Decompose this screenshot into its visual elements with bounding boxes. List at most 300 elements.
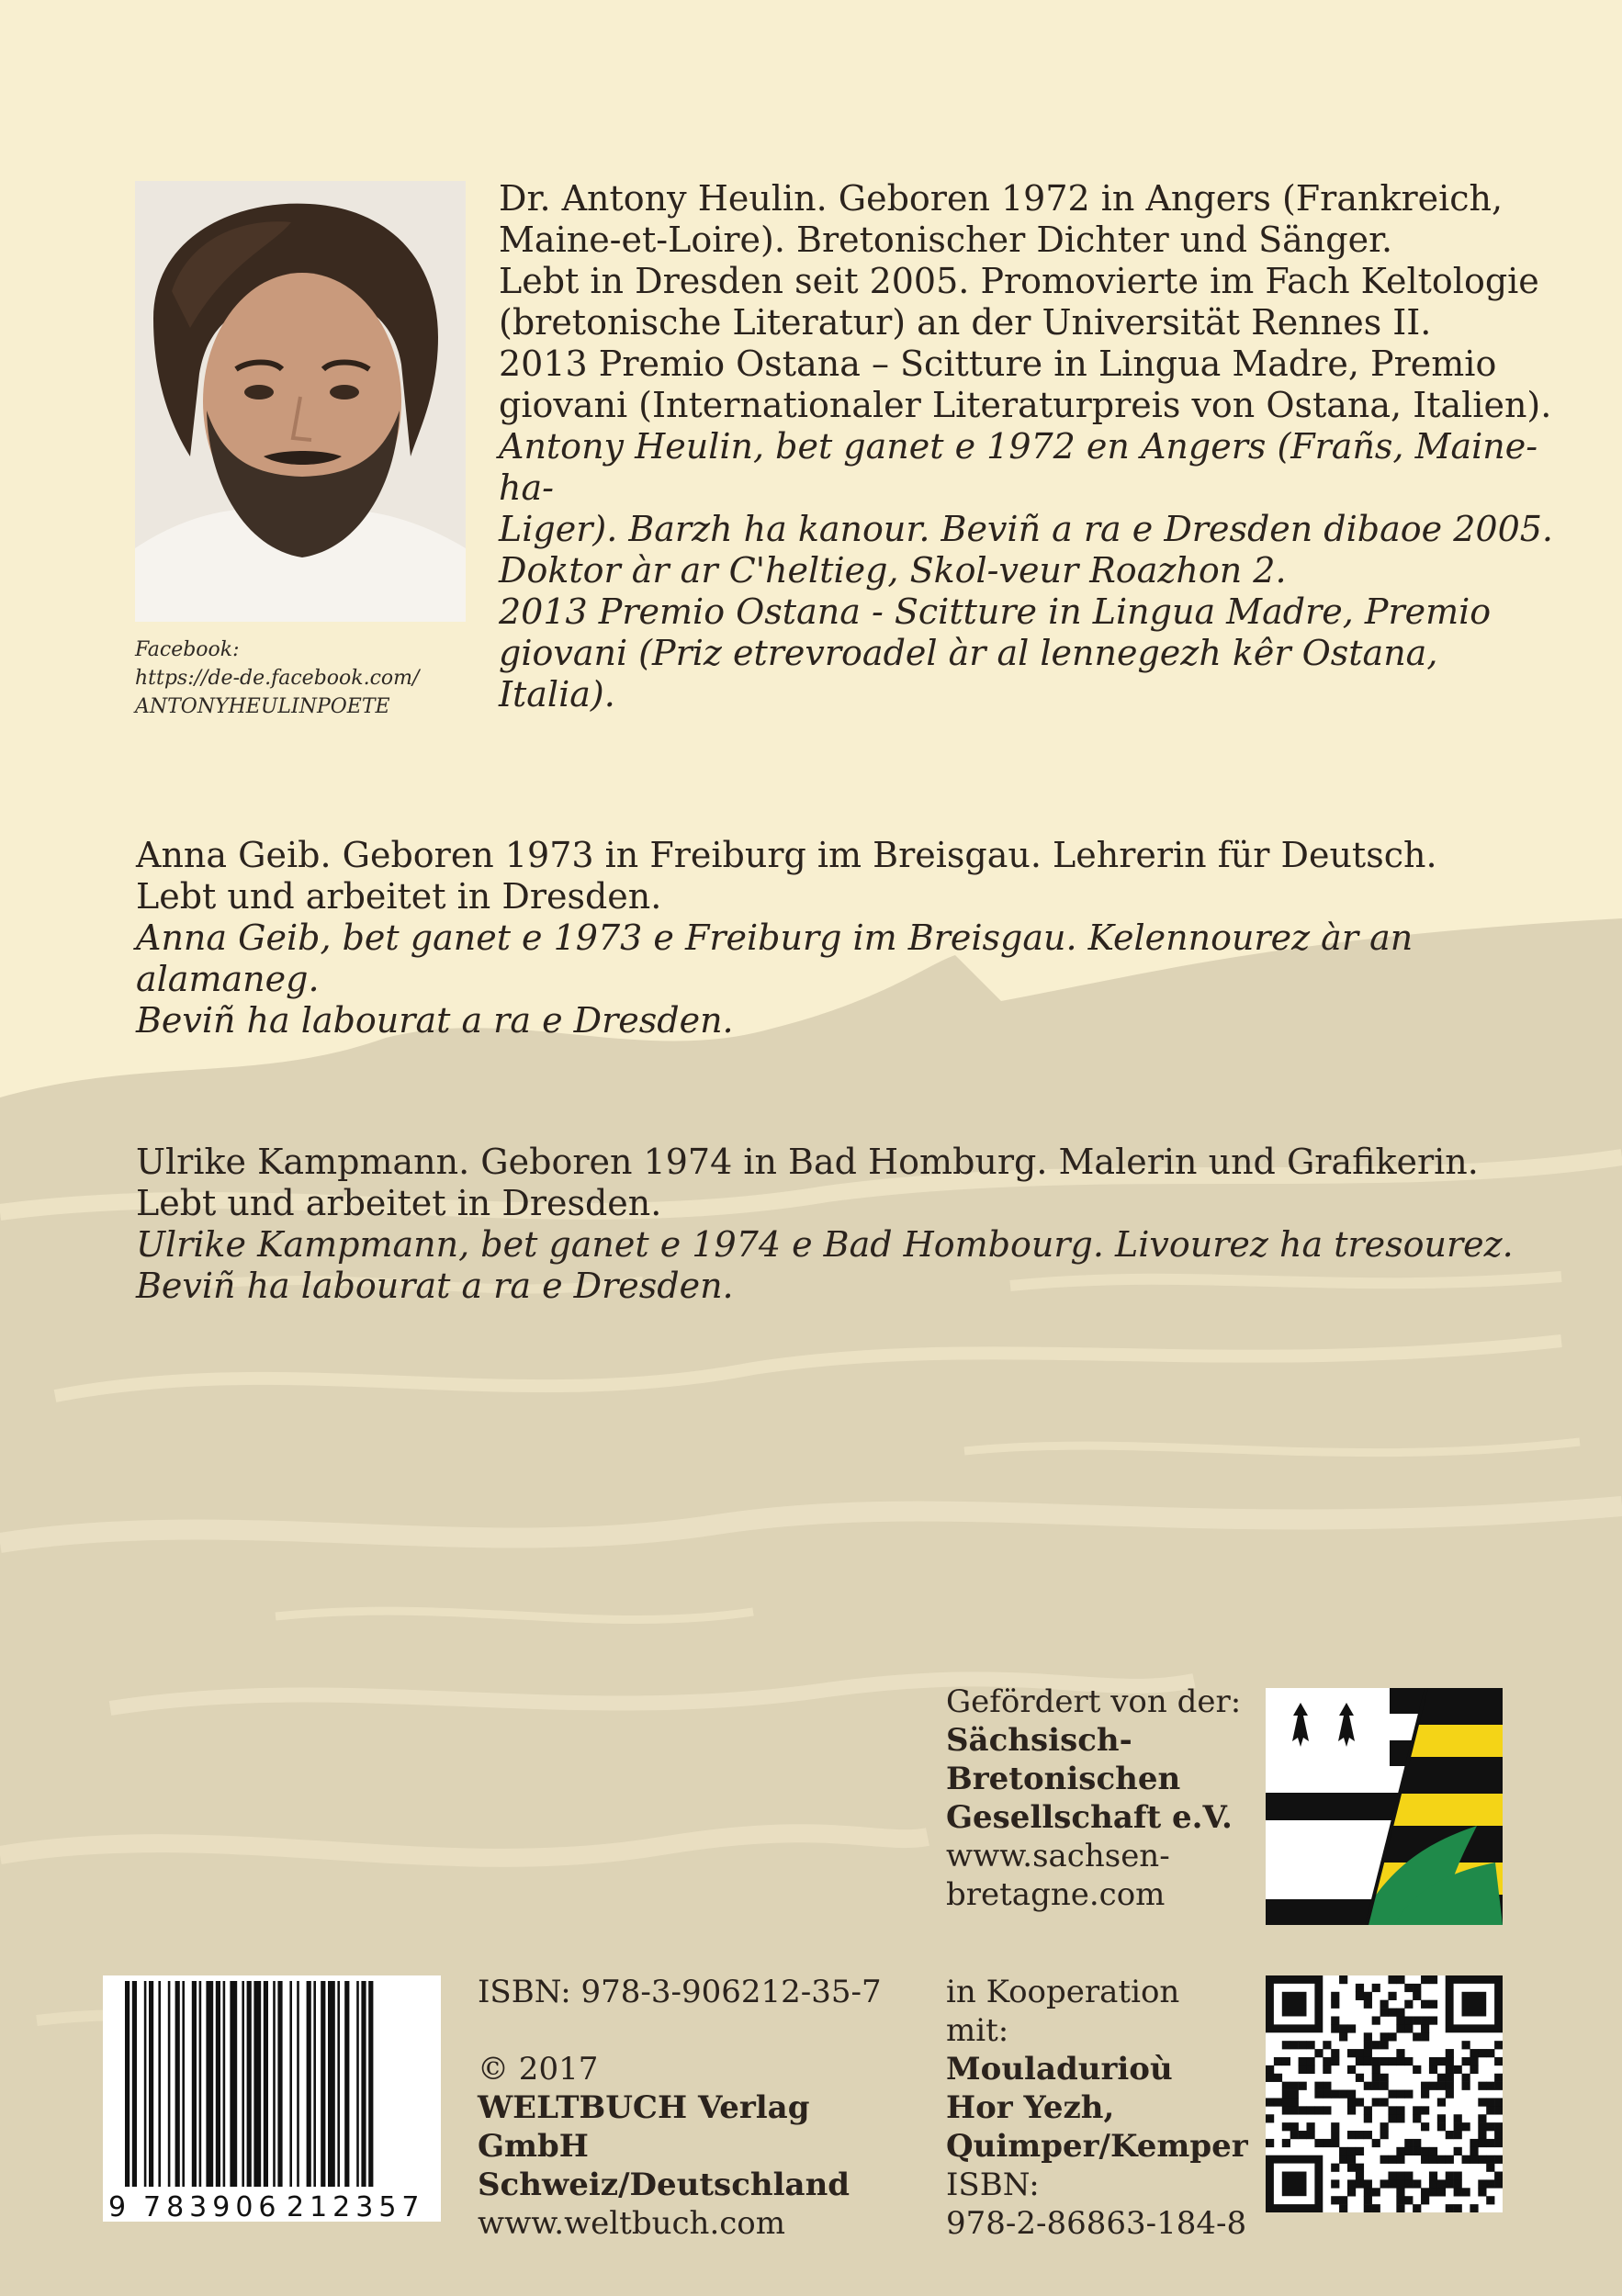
qr-module	[1429, 2082, 1437, 2090]
barcode-bar	[242, 1981, 244, 2187]
qr-module	[1421, 2000, 1429, 2009]
qr-module	[1347, 2106, 1356, 2114]
qr-module	[1282, 2098, 1290, 2106]
qr-module	[1282, 2057, 1290, 2065]
qr-module	[1323, 2057, 1331, 2065]
qr-module	[1404, 2057, 1413, 2065]
barcode-bar	[158, 1981, 161, 2187]
qr-module	[1413, 2065, 1421, 2074]
qr-module	[1494, 2139, 1503, 2147]
barcode-bar	[175, 1981, 180, 2187]
cooperation-block	[946, 1973, 1249, 2243]
bio-line-breton: Anna Geib, bet ganet e 1973 e Freiburg im Breisgau. Kelennourez àr an alamaneg.	[136, 917, 1414, 999]
qr-module	[1470, 2139, 1478, 2147]
qr-module	[1274, 2057, 1282, 2065]
bio-antony-heulin	[499, 178, 1564, 715]
author-photo-caption	[135, 636, 447, 721]
cooperation-intro: in Kooperation mit:	[946, 1974, 1180, 2049]
qr-module	[1413, 2139, 1421, 2147]
qr-module	[1470, 2065, 1478, 2074]
qr-module	[1266, 2098, 1274, 2106]
barcode-bar	[297, 1981, 299, 2187]
qr-module	[1388, 1975, 1396, 1984]
qr-module	[1323, 2082, 1331, 2090]
qr-module	[1372, 2041, 1380, 2049]
qr-module	[1347, 2098, 1356, 2106]
qr-module	[1396, 2057, 1404, 2065]
qr-module	[1454, 2172, 1462, 2180]
author-photo	[135, 181, 466, 622]
qr-module	[1494, 2106, 1503, 2114]
qr-module	[1266, 2114, 1274, 2122]
qr-module	[1421, 1975, 1429, 1984]
qr-module	[1446, 2065, 1454, 2074]
barcode-bar	[313, 1981, 316, 2187]
sponsor-org-line: Sächsisch-	[946, 1722, 1132, 1759]
publisher-isbn: ISBN: 978-3-906212-35-7	[478, 1974, 882, 2010]
qr-module	[1388, 1992, 1396, 2000]
qr-module	[1356, 2049, 1364, 2057]
qr-module	[1396, 2016, 1404, 2024]
qr-module	[1494, 2041, 1503, 2049]
qr-module	[1388, 2090, 1396, 2099]
qr-module	[1364, 2032, 1372, 2041]
qr-module	[1356, 2057, 1364, 2065]
bio-line: Lebt in Dresden seit 2005. Promovierte im Fach Keltologie	[499, 261, 1539, 301]
qr-module	[1478, 2098, 1486, 2106]
barcode-bar	[223, 1981, 226, 2187]
cooperation-org-line: Mouladurioù	[946, 2051, 1173, 2088]
qr-module	[1413, 2114, 1421, 2122]
qr-module	[1462, 2188, 1470, 2196]
qr-module	[1494, 2098, 1503, 2106]
isbn-barcode	[103, 1975, 441, 2222]
qr-module	[1388, 2106, 1396, 2114]
facebook-url[interactable]: https://de-de.facebook.com/	[135, 667, 420, 690]
qr-module	[1347, 2188, 1356, 2196]
qr-module	[1437, 2179, 1446, 2188]
qr-module	[1314, 2106, 1323, 2114]
qr-module	[1380, 2000, 1389, 2009]
qr-module	[1462, 2057, 1470, 2065]
qr-module	[1347, 2065, 1356, 2074]
qr-module	[1454, 2131, 1462, 2139]
bio-line: Anna Geib. Geboren 1973 in Freiburg im Breisgau. Lehrerin für Deutsch.	[136, 835, 1437, 875]
qr-module	[1339, 2204, 1347, 2212]
qr-module	[1364, 2106, 1372, 2114]
qr-module	[1380, 2009, 1389, 2017]
sponsor-website[interactable]: www.sachsen-	[946, 1838, 1170, 1874]
qr-module	[1364, 2114, 1372, 2122]
qr-module	[1429, 2057, 1437, 2065]
qr-module	[1454, 2065, 1462, 2074]
qr-module	[1364, 2131, 1372, 2139]
qr-module	[1454, 2204, 1462, 2212]
bio-line-breton: Beviñ ha labourat a ra e Dresden.	[136, 1000, 734, 1041]
qr-module	[1266, 2074, 1274, 2082]
qr-module	[1356, 2074, 1364, 2082]
qr-module	[1372, 2204, 1380, 2212]
qr-module	[1486, 2082, 1494, 2090]
qr-module	[1437, 2057, 1446, 2065]
qr-module	[1494, 2179, 1503, 2188]
qr-module	[1356, 2098, 1364, 2106]
qr-module	[1421, 2106, 1429, 2114]
qr-module	[1421, 2090, 1429, 2099]
qr-module	[1413, 2147, 1421, 2155]
bio-line-breton: Beviñ ha labourat a ra e Dresden.	[136, 1266, 734, 1306]
qr-module	[1494, 2131, 1503, 2139]
qr-module	[1396, 2106, 1404, 2114]
qr-module	[1404, 2000, 1413, 2009]
qr-module	[1429, 2147, 1437, 2155]
qr-module	[1494, 2057, 1503, 2065]
qr-module	[1331, 2000, 1339, 2009]
barcode-bar	[253, 1981, 261, 2187]
qr-module	[1404, 1984, 1413, 1992]
qr-module	[1404, 2139, 1413, 2147]
barcode-bar	[192, 1981, 197, 2187]
qr-module	[1347, 2131, 1356, 2139]
qr-module	[1282, 2106, 1290, 2114]
qr-module	[1372, 2074, 1380, 2082]
qr-module	[1388, 2009, 1396, 2017]
barcode-bar	[321, 1981, 325, 2187]
qr-module	[1372, 2082, 1380, 2090]
qr-module	[1413, 2179, 1421, 2188]
qr-module	[1306, 2106, 1314, 2114]
qr-module	[1396, 2155, 1404, 2164]
qr-module	[1306, 2057, 1314, 2065]
qr-module	[1421, 2016, 1429, 2024]
barcode-bar	[132, 1981, 137, 2187]
qr-module	[1364, 2000, 1372, 2009]
qr-module	[1478, 2179, 1486, 2188]
bio-anna-geib	[136, 835, 1514, 1041]
qr-module	[1446, 2049, 1454, 2057]
qr-module	[1470, 2049, 1478, 2057]
qr-module	[1429, 1975, 1437, 1984]
qr-module	[1396, 1975, 1404, 1984]
qr-module	[1290, 2041, 1299, 2049]
qr-module	[1421, 2024, 1429, 2032]
qr-module	[1404, 2147, 1413, 2155]
bio-line-breton: 2013 Premio Ostana - Scitture in Lingua Madre, Premio	[499, 591, 1492, 632]
qr-module	[1380, 2179, 1389, 2188]
qr-module	[1331, 2179, 1339, 2188]
barcode-bar	[277, 1981, 282, 2187]
qr-module	[1396, 2049, 1404, 2057]
qr-module	[1364, 2196, 1372, 2204]
qr-module	[1282, 2041, 1290, 2049]
qr-module	[1274, 2074, 1282, 2082]
publisher-name-line: WELTBUCH Verlag GmbH	[478, 2089, 810, 2165]
cooperation-isbn: 978-2-86863-184-8	[946, 2205, 1247, 2242]
qr-module	[1421, 2122, 1429, 2131]
qr-module	[1429, 2172, 1437, 2180]
qr-code[interactable]	[1266, 1975, 1503, 2212]
qr-module	[1356, 1984, 1364, 1992]
bio-line: Lebt und arbeitet in Dresden.	[136, 1183, 662, 1223]
qr-module	[1446, 2204, 1454, 2212]
qr-module	[1364, 2057, 1372, 2065]
qr-module	[1396, 2172, 1404, 2180]
qr-module	[1290, 2082, 1299, 2090]
qr-module	[1454, 2122, 1462, 2131]
qr-module	[1446, 2090, 1454, 2099]
bio-line: Dr. Antony Heulin. Geboren 1972 in Angers (Frankreich,	[499, 178, 1504, 219]
qr-module	[1494, 2082, 1503, 2090]
qr-module	[1306, 2065, 1314, 2074]
qr-module	[1282, 2090, 1290, 2099]
qr-module	[1364, 1992, 1372, 2000]
qr-module	[1413, 1992, 1421, 2000]
qr-module	[1388, 2155, 1396, 2164]
qr-module	[1331, 2122, 1339, 2131]
qr-module	[1356, 2164, 1364, 2172]
qr-module	[1356, 2131, 1364, 2139]
qr-module	[1356, 2147, 1364, 2155]
qr-module	[1429, 2016, 1437, 2024]
qr-module	[1494, 2155, 1503, 2164]
qr-module	[1396, 2114, 1404, 2122]
cooperation-isbn-label: ISBN:	[946, 2167, 1040, 2203]
qr-module	[1470, 2057, 1478, 2065]
qr-module	[1454, 2179, 1462, 2188]
publisher-name-line: Schweiz/Deutschland	[478, 2167, 850, 2203]
qr-module	[1446, 2057, 1454, 2065]
sponsor-block	[946, 1683, 1249, 1914]
bio-line-breton: giovani (Priz etrevroadel àr al lennegezh kêr Ostana, Italia).	[499, 633, 1438, 715]
qr-module	[1486, 2098, 1494, 2106]
barcode-digit-first: 9	[108, 2191, 127, 2222]
bio-line-breton: Antony Heulin, bet ganet e 1972 en Angers (Frañs, Maine-ha-	[499, 426, 1538, 508]
qr-module	[1299, 2065, 1307, 2074]
barcode-bar	[264, 1981, 268, 2187]
bio-ulrike-kampmann	[136, 1142, 1514, 1307]
qr-module	[1323, 2041, 1331, 2049]
facebook-handle: ANTONYHEULINPOETE	[135, 695, 390, 718]
qr-module	[1323, 2090, 1331, 2099]
qr-module	[1429, 2188, 1437, 2196]
qr-module	[1446, 2179, 1454, 2188]
qr-module	[1372, 2098, 1380, 2106]
qr-module	[1396, 2024, 1404, 2032]
qr-module	[1323, 2065, 1331, 2074]
qr-module	[1478, 2188, 1486, 2196]
barcode-bar	[361, 1981, 366, 2187]
qr-module	[1486, 2139, 1494, 2147]
qr-module	[1323, 2139, 1331, 2147]
qr-module	[1478, 2049, 1486, 2057]
cooperation-org-line: Quimper/Kemper	[946, 2128, 1248, 2165]
barcode-bar	[356, 1981, 359, 2187]
qr-module	[1396, 2196, 1404, 2204]
qr-module	[1396, 2188, 1404, 2196]
qr-module	[1478, 2131, 1486, 2139]
qr-module	[1380, 2074, 1389, 2082]
qr-module	[1331, 2016, 1339, 2024]
qr-module	[1372, 2065, 1380, 2074]
qr-module	[1314, 2090, 1323, 2099]
qr-module	[1396, 2179, 1404, 2188]
facebook-label: Facebook:	[135, 638, 240, 661]
qr-module	[1299, 2106, 1307, 2114]
barcode-bar	[199, 1981, 202, 2187]
qr-module	[1372, 2016, 1380, 2024]
qr-module	[1388, 2032, 1396, 2041]
qr-module	[1413, 2204, 1421, 2212]
qr-finder-pattern	[1282, 2172, 1307, 2197]
qr-module	[1290, 2090, 1299, 2099]
qr-module	[1331, 2139, 1339, 2147]
qr-module	[1437, 2155, 1446, 2164]
qr-module	[1429, 2179, 1437, 2188]
qr-module	[1314, 2049, 1323, 2057]
qr-finder-pattern	[1282, 1992, 1307, 2017]
qr-module	[1266, 2065, 1274, 2074]
qr-module	[1421, 2188, 1429, 2196]
qr-module	[1266, 2139, 1274, 2147]
publisher-block	[478, 1973, 918, 2243]
barcode-bar	[182, 1981, 185, 2187]
barcode-bar	[328, 1981, 335, 2187]
qr-module	[1372, 2057, 1380, 2065]
qr-module	[1413, 2106, 1421, 2114]
barcode-digits-right: 212357	[287, 2191, 425, 2222]
barcode-bar	[247, 1981, 252, 2187]
qr-module	[1486, 2196, 1494, 2204]
qr-module	[1331, 2090, 1339, 2099]
qr-module	[1331, 2131, 1339, 2139]
qr-module	[1478, 2155, 1486, 2164]
qr-module	[1396, 2090, 1404, 2099]
qr-module	[1347, 2090, 1356, 2099]
qr-module	[1446, 2172, 1454, 2180]
qr-module	[1306, 2041, 1314, 2049]
sponsor-intro: Gefördert von der:	[946, 1683, 1242, 1720]
bio-line-breton: Doktor àr ar C'heltieg, Skol-veur Roazhon 2.	[499, 550, 1287, 591]
publisher-website[interactable]: www.weltbuch.com	[478, 2205, 786, 2242]
qr-module	[1470, 2147, 1478, 2155]
qr-finder-pattern	[1462, 1992, 1487, 2017]
barcode-bar	[149, 1981, 153, 2187]
qr-module	[1396, 2204, 1404, 2212]
sponsor-website[interactable]: bretagne.com	[946, 1876, 1166, 1913]
qr-module	[1396, 2147, 1404, 2155]
bio-line: Ulrike Kampmann. Geboren 1974 in Bad Homburg. Malerin und Grafikerin.	[136, 1142, 1479, 1182]
qr-module	[1380, 2098, 1389, 2106]
qr-module	[1339, 2147, 1347, 2155]
qr-module	[1404, 2024, 1413, 2032]
qr-module	[1364, 2179, 1372, 2188]
barcode-bar	[344, 1981, 349, 2187]
qr-module	[1380, 2155, 1389, 2164]
bio-line: 2013 Premio Ostana – Scitture in Lingua Madre, Premio	[499, 343, 1497, 384]
qr-module	[1364, 2204, 1372, 2212]
barcode-bar	[144, 1981, 147, 2187]
qr-module	[1494, 2122, 1503, 2131]
sponsor-flag-logo	[1266, 1688, 1503, 1925]
qr-module	[1347, 2179, 1356, 2188]
qr-module	[1339, 2090, 1347, 2099]
qr-module	[1314, 2082, 1323, 2090]
qr-module	[1478, 2082, 1486, 2090]
qr-module	[1446, 2074, 1454, 2082]
qr-module	[1380, 2122, 1389, 2131]
qr-module	[1486, 2106, 1494, 2114]
qr-module	[1347, 2049, 1356, 2057]
qr-module	[1314, 2139, 1323, 2147]
qr-module	[1339, 2196, 1347, 2204]
qr-module	[1388, 2172, 1396, 2180]
qr-module	[1347, 2155, 1356, 2164]
qr-module	[1306, 2122, 1314, 2131]
qr-module	[1486, 2179, 1494, 2188]
qr-module	[1421, 2082, 1429, 2090]
qr-module	[1454, 2114, 1462, 2122]
copyright: © 2017	[478, 2051, 599, 2088]
qr-module	[1429, 2155, 1437, 2164]
qr-module	[1356, 1992, 1364, 2000]
qr-module	[1462, 2082, 1470, 2090]
qr-module	[1470, 2155, 1478, 2164]
qr-module	[1364, 2049, 1372, 2057]
qr-module	[1446, 2131, 1454, 2139]
barcode-bar	[230, 1981, 237, 2187]
qr-module	[1274, 2098, 1282, 2106]
qr-module	[1356, 2179, 1364, 2188]
qr-module	[1323, 2106, 1331, 2114]
barcode-digits-left: 783906	[143, 2191, 282, 2222]
qr-module	[1388, 2179, 1396, 2188]
qr-module	[1421, 2147, 1429, 2155]
qr-module	[1437, 2082, 1446, 2090]
barcode-bar	[368, 1981, 373, 2187]
qr-module	[1331, 2164, 1339, 2172]
qr-module	[1331, 2024, 1339, 2032]
qr-module	[1429, 2000, 1437, 2009]
qr-module	[1396, 2009, 1404, 2017]
qr-module	[1290, 2106, 1299, 2114]
barcode-bar	[125, 1981, 130, 2187]
qr-module	[1404, 2016, 1413, 2024]
barcode-bar	[273, 1981, 276, 2187]
qr-module	[1299, 2131, 1307, 2139]
qr-module	[1486, 2164, 1494, 2172]
qr-module	[1421, 2032, 1429, 2041]
qr-module	[1404, 2090, 1413, 2099]
qr-module	[1478, 2114, 1486, 2122]
barcode-bar	[206, 1981, 213, 2187]
qr-module	[1470, 2204, 1478, 2212]
qr-module	[1437, 2074, 1446, 2082]
qr-module	[1486, 2122, 1494, 2131]
qr-module	[1339, 2155, 1347, 2164]
qr-module	[1299, 2057, 1307, 2065]
qr-module	[1429, 2065, 1437, 2074]
qr-module	[1290, 2122, 1299, 2131]
qr-module	[1404, 2179, 1413, 2188]
qr-module	[1413, 1984, 1421, 1992]
qr-module	[1364, 2188, 1372, 2196]
qr-module	[1454, 2147, 1462, 2155]
qr-module	[1454, 2188, 1462, 2196]
qr-module	[1462, 2041, 1470, 2049]
qr-module	[1494, 2074, 1503, 2082]
qr-module	[1437, 2114, 1446, 2122]
bio-line: Maine-et-Loire). Bretonischer Dichter und Sänger.	[499, 219, 1393, 260]
